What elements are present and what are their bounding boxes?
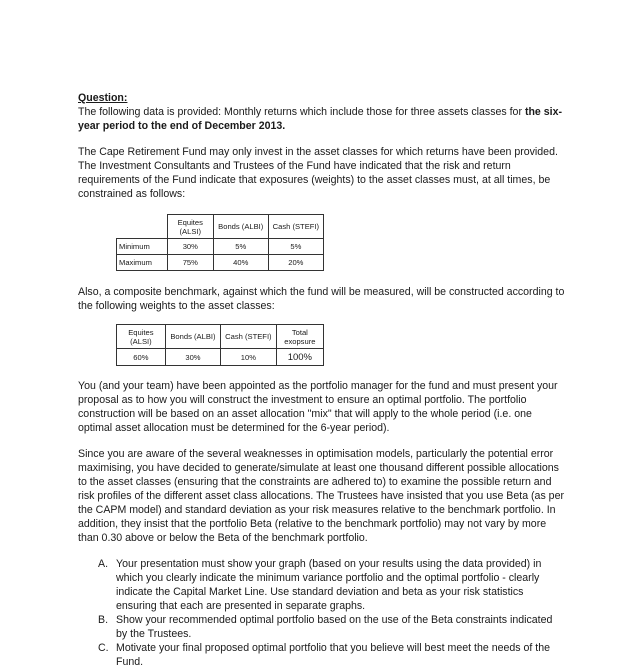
constraints-header-cell: Cash (STEFI)	[268, 215, 323, 239]
constraints-cell: 5%	[213, 239, 268, 255]
intro-bold-text: the six-year period to the end of December 2013.	[78, 106, 563, 132]
benchmark-table	[116, 324, 324, 366]
benchmark-header-cell: Bonds (ALBI)	[165, 325, 220, 349]
question-marker: A.	[98, 558, 109, 570]
question-item-a	[78, 557, 566, 613]
intro-paragraph	[78, 105, 566, 133]
constraints-cell: 20%	[268, 255, 323, 271]
weakness-paragraph: Since you are aware of the several weaknesses in optimisation models, particularly the potential error maximising, you have decided to generate/simulate at least one thousand different possible allocations to the asset classes (ensuring that the constraints are adhered to) to examine the possible return and risk profiles of the different asset class allocations. The Trustees have insisted that you use Beta (as per the CAPM model) and standard deviation as your risk measures relative to the benchmark portfolio. In addition, they insist that the portfolio Beta (relative to the benchmark portfolio) may not vary by more than 0.30 above or below the Beta of the benchmark portfolio.	[78, 448, 564, 544]
question-list	[78, 557, 566, 669]
benchmark-header-row	[117, 325, 324, 349]
benchmark-header-cell: Total exopsure	[276, 325, 323, 349]
constraints-row-label: Maximum	[117, 255, 168, 271]
question-item-b	[78, 613, 566, 641]
constraints-cell: 40%	[213, 255, 268, 271]
constraints-cell: 75%	[167, 255, 213, 271]
intro-text: The following data is provided: Monthly returns which include those for three assets classes for	[78, 106, 525, 118]
question-marker: B.	[98, 614, 109, 626]
constraints-row-label: Minimum	[117, 239, 168, 255]
benchmark-values-row	[117, 349, 324, 366]
benchmark-header-cell: Cash (STEFI)	[221, 325, 277, 349]
benchmark-cell: 10%	[221, 349, 277, 366]
constraints-header-cell: Equites (ALSI)	[167, 215, 213, 239]
benchmark-header-cell: Equites (ALSI)	[117, 325, 166, 349]
constraints-header-row	[117, 215, 324, 239]
benchmark-total-cell: 100%	[276, 349, 323, 366]
constraints-paragraph: The Cape Retirement Fund may only invest in the asset classes for which returns have been provided. The Investment Consultants and Trustees of the Fund have indicated that the risk and return requirements of the Fund indicate that exposures (weights) to the asset classes must, at all times, be constrained as follows:	[78, 146, 558, 200]
benchmark-cell: 60%	[117, 349, 166, 366]
constraints-corner-cell	[117, 215, 168, 239]
question-text: Your presentation must show your graph (based on your results using the data provided) in which you clearly indicate the minimum variance portfolio and the optimal portfolio - clearly indicate the Capital Market Line. Use standard deviation and beta as your risk statistics ensuring that each are presented in separate graphs.	[116, 558, 542, 612]
constraints-row-maximum	[117, 255, 324, 271]
question-marker: C.	[98, 642, 109, 654]
constraints-cell: 5%	[268, 239, 323, 255]
constraints-row-minimum	[117, 239, 324, 255]
question-heading: Question:	[78, 92, 128, 104]
constraints-cell: 30%	[167, 239, 213, 255]
question-text: Motivate your final proposed optimal portfolio that you believe will best meet the needs of the Fund.	[116, 642, 551, 668]
constraints-table	[116, 214, 324, 271]
question-item-c	[78, 641, 566, 669]
constraints-header-cell: Bonds (ALBI)	[213, 215, 268, 239]
manager-paragraph: You (and your team) have been appointed as the portfolio manager for the fund and must present your proposal as to how you will construct the investment to ensure an optimal portfolio. The portfolio construction will be based on an asset allocation "mix" that will apply to the whole period (i.e. one optimal asset allocation must be determined for the 6-year period).	[78, 380, 558, 434]
question-text: Show your recommended optimal portfolio based on the use of the Beta constraints indicated by the Trustees.	[116, 614, 553, 640]
benchmark-paragraph: Also, a composite benchmark, against which the fund will be measured, will be constructed according to the following weights to the asset classes:	[78, 286, 565, 312]
benchmark-cell: 30%	[165, 349, 220, 366]
